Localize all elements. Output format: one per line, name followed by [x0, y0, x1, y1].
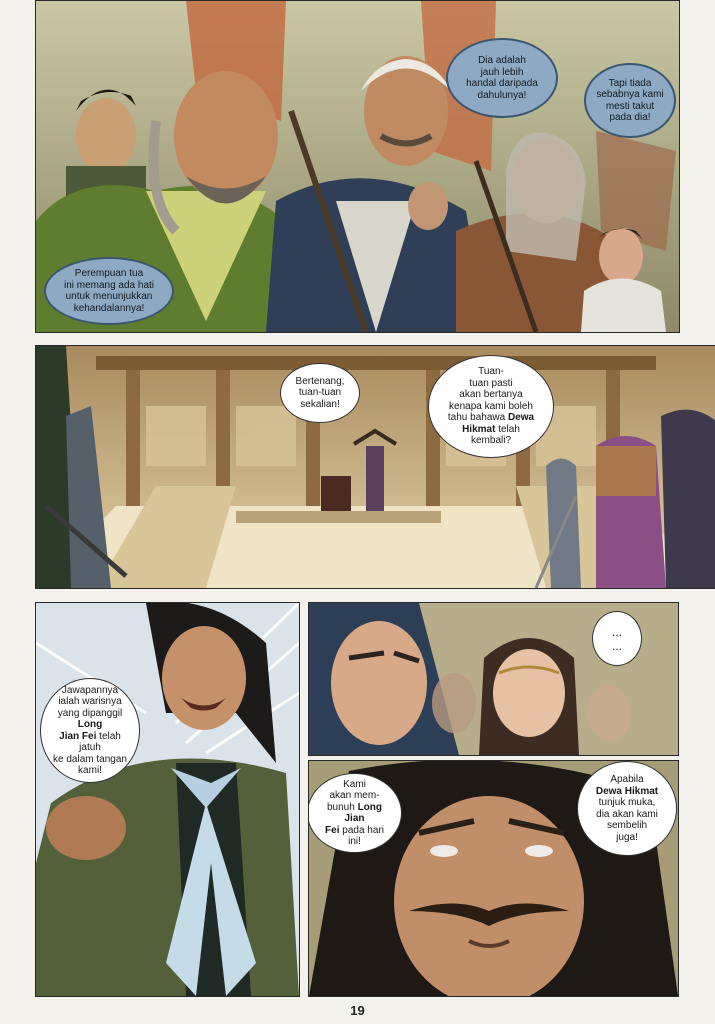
closeup-bubble-1-text: Kami akan mem- bunuh Long Jian Fei pada hari ini! — [325, 778, 384, 847]
shouter-artwork — [36, 603, 299, 996]
panel-shouter — [35, 602, 300, 997]
speech-bubble-hall-2 — [428, 355, 554, 458]
speech-bubble-closeup-2 — [577, 761, 677, 856]
speech-bubble-shouter — [40, 678, 140, 783]
panel-closeup — [308, 760, 679, 997]
panel-elders — [35, 0, 680, 333]
panel-faces — [308, 602, 679, 756]
speech-bubble-elder-3: Perempuan tua ini memang ada hati untuk menunjukkan kehandalannya! — [44, 257, 174, 325]
speech-bubble-hall-1: Bertenang, tuan-tuan sekalian! — [280, 363, 360, 423]
panel-hall — [35, 345, 715, 589]
closeup-bubble-2-text: Apabila Dewa Hikmat tunjuk muka, dia akan kami sembelih juga! — [595, 774, 659, 843]
speech-bubble-elder-2: Tapi tiada sebabnya kami mesti takut pada dia! — [584, 63, 676, 138]
hall-bubble-2-text: Tuan- tuan pasti akan bertanya kenapa kami boleh tahu bahawa Dewa Hikmat telah kembali? — [447, 366, 535, 447]
speech-bubble-elder-1: Dia adalah jauh lebih handal daripada dahulunya! — [446, 38, 558, 118]
hall-artwork — [36, 346, 715, 588]
speech-bubble-closeup-1 — [308, 773, 402, 853]
speech-bubble-silence: ... ... — [592, 611, 642, 666]
shouter-bubble-text: Jawapannya ialah warisnya yang dipanggil Long Jian Fei telah jatuh ke dalam tangan kami! — [53, 684, 127, 776]
page-number: 19 — [350, 1003, 365, 1018]
